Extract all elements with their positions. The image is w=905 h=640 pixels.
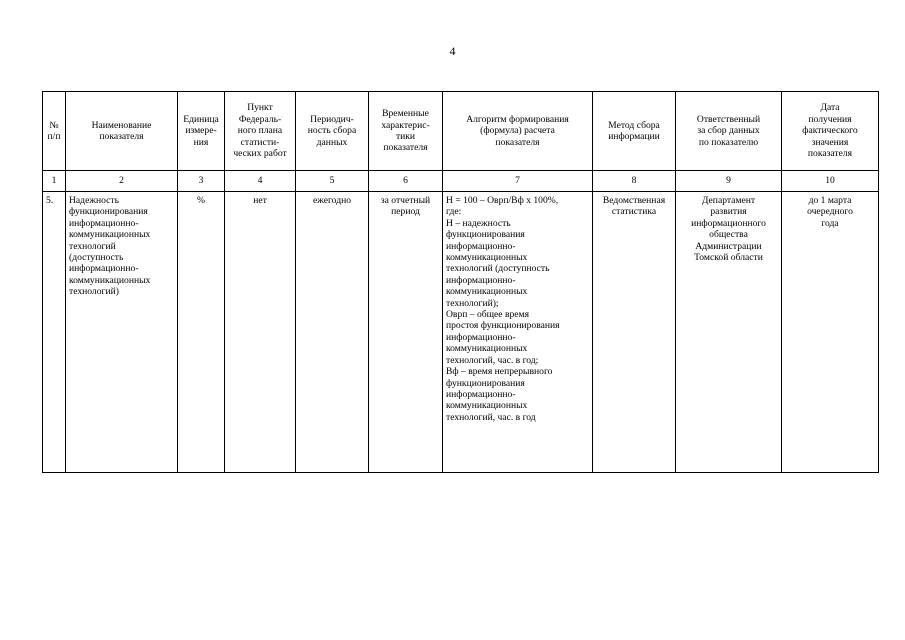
cell-time-characteristics: за отчетный период [369, 192, 443, 473]
cell-indicator-name: Надежность функционирования информационно- коммуникационных технологий (доступность информационно- коммуникационных технологий) [66, 192, 178, 473]
column-number-cell: 4 [225, 171, 296, 192]
column-number-cell: 5 [296, 171, 369, 192]
cell-date: до 1 марта очередного года [782, 192, 879, 473]
cell-unit: % [178, 192, 225, 473]
column-number-cell: 2 [66, 171, 178, 192]
header-cell-algorithm: Алгоритм формирования (формула) расчета показателя [443, 92, 593, 171]
header-cell-time-characteristics: Временные характерис- тики показателя [369, 92, 443, 171]
column-number-cell: 1 [43, 171, 66, 192]
page-number: 4 [449, 44, 456, 58]
indicators-table [42, 91, 879, 473]
column-number-cell: 10 [782, 171, 879, 192]
cell-algorithm: Н = 100 – Оврп/Вф х 100%, где: Н – надежность функционирования информационно- коммуникационных технологий (доступность информационно- коммуникационных технологий); Оврп – общее время простоя функционирования информационно- коммуникационных технологий, час. в год; Вф – время непрерывного функционирования информационно- коммуникационных технологий, час. в год [443, 192, 593, 473]
header-cell-responsible: Ответственный за сбор данных по показателю [676, 92, 782, 171]
header-cell-method: Метод сбора информации [593, 92, 676, 171]
column-number-cell: 6 [369, 171, 443, 192]
cell-periodicity: ежегодно [296, 192, 369, 473]
header-cell-name: Наименование показателя [66, 92, 178, 171]
cell-method: Ведомственная статистика [593, 192, 676, 473]
table-header-row [43, 92, 879, 171]
column-numbers-row [43, 171, 879, 192]
header-cell-periodicity: Периодич- ность сбора данных [296, 92, 369, 171]
header-cell-federal-plan: Пункт Федераль- ного плана статисти- ческих работ [225, 92, 296, 171]
header-cell-number: № п/п [43, 92, 66, 171]
table-row [43, 192, 879, 473]
cell-responsible: Департамент развития информационного общества Администрации Томской области [676, 192, 782, 473]
header-cell-unit: Единица измере- ния [178, 92, 225, 171]
cell-federal-plan: нет [225, 192, 296, 473]
column-number-cell: 7 [443, 171, 593, 192]
column-number-cell: 8 [593, 171, 676, 192]
cell-row-number: 5. [43, 192, 66, 473]
column-number-cell: 9 [676, 171, 782, 192]
header-cell-date: Дата получения фактического значения показателя [782, 92, 879, 171]
column-number-cell: 3 [178, 171, 225, 192]
